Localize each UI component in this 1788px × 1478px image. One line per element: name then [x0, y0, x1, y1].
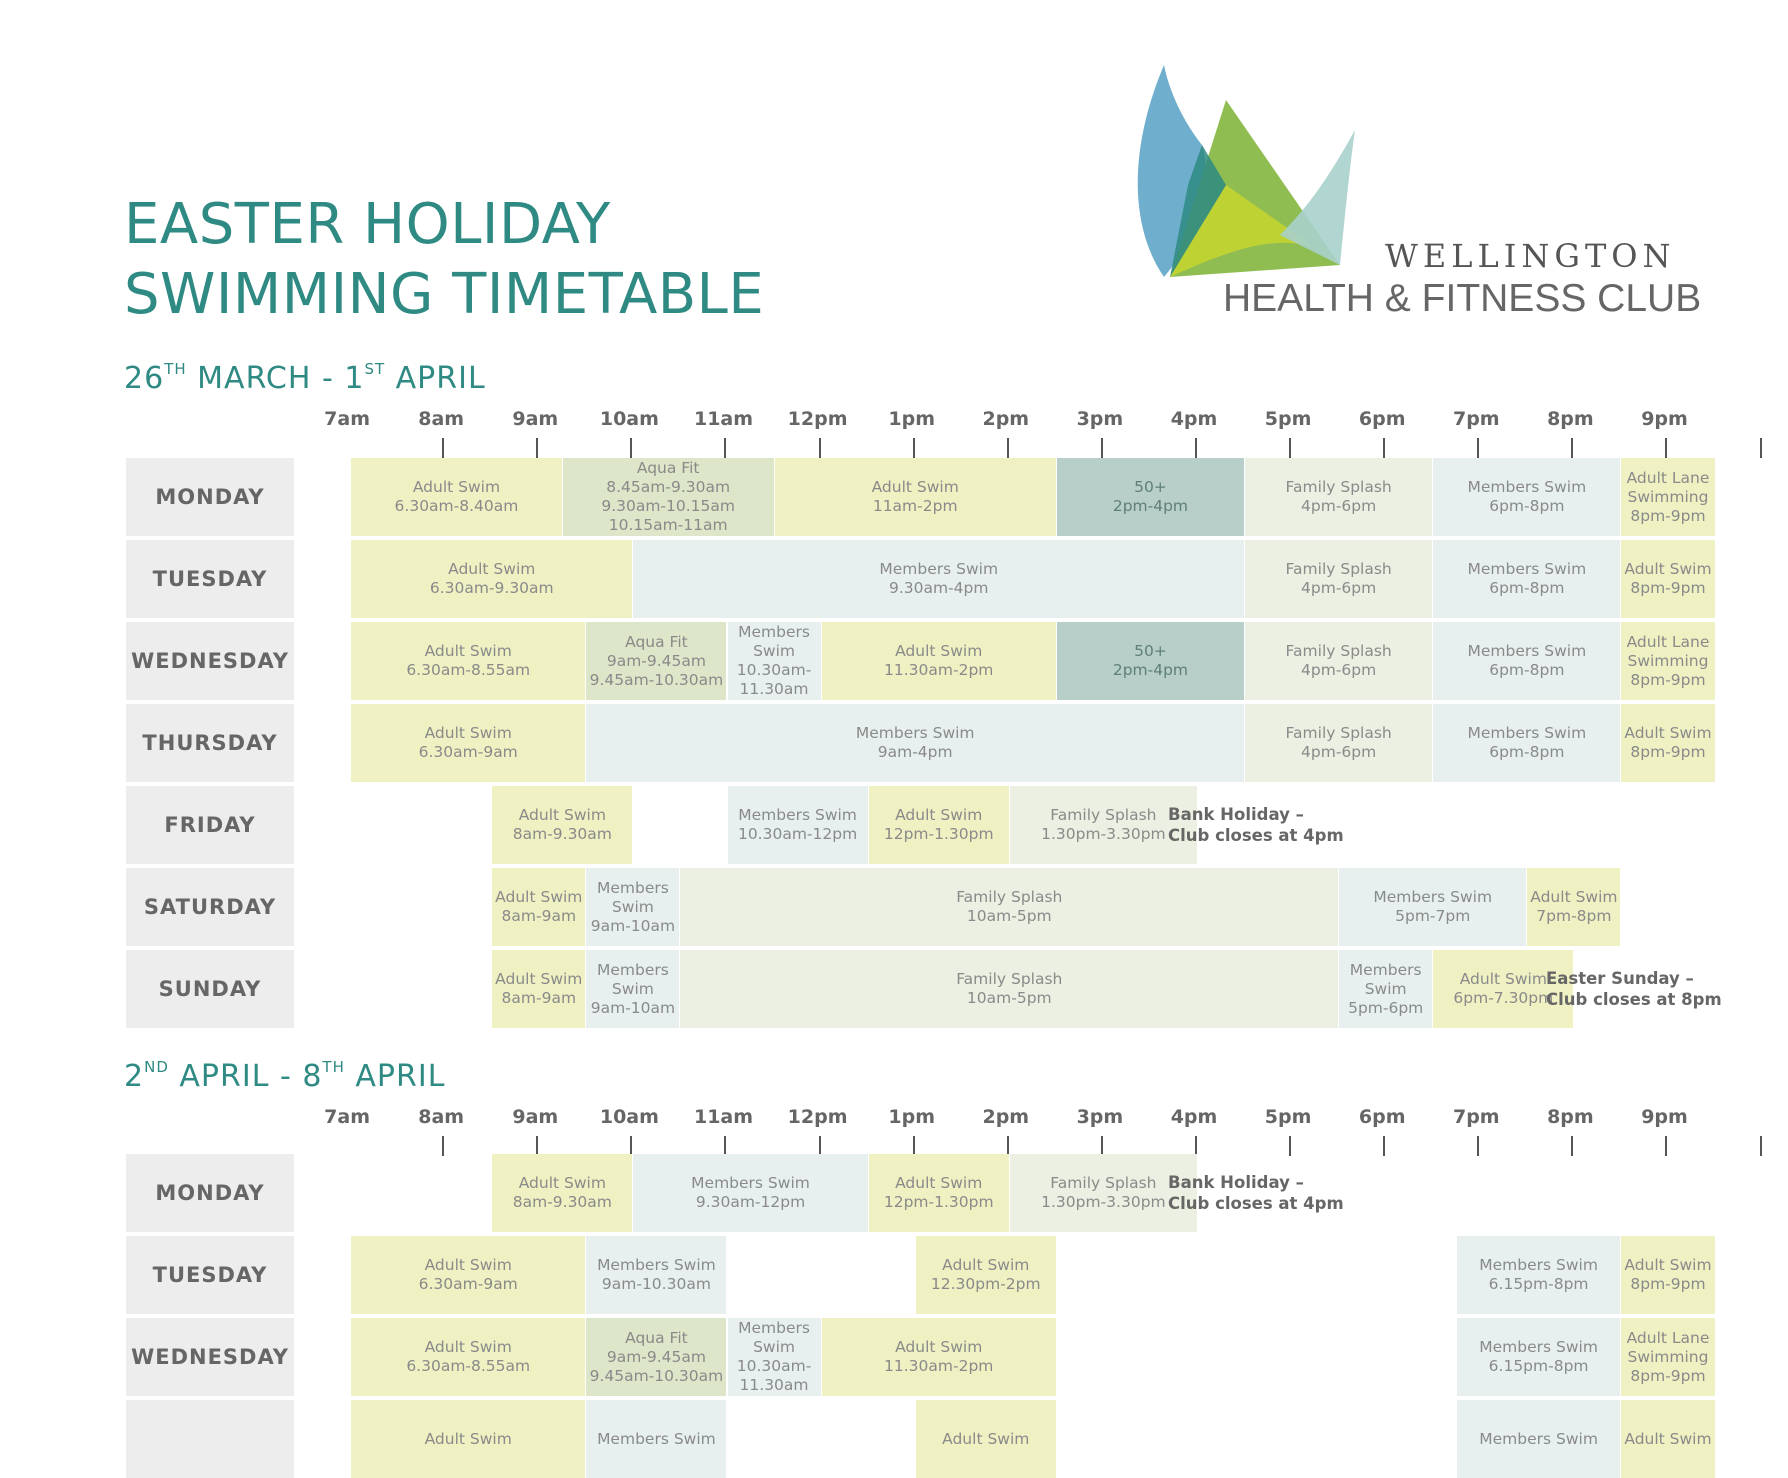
session-text: Adult Swim [495, 970, 583, 988]
hour-label: 7pm [1452, 1106, 1500, 1128]
session-text: Family Splash [1285, 478, 1392, 496]
session-text: 50+ [1134, 478, 1167, 496]
hour-label: 2pm [982, 408, 1030, 430]
session-text: 6pm-8pm [1489, 497, 1565, 515]
section-month: APRIL [344, 1059, 446, 1094]
date-suffix: TH [322, 1058, 345, 1076]
session-text: Adult Lane [1626, 468, 1710, 487]
session-block [728, 1318, 821, 1396]
session-block [492, 868, 585, 946]
session-text: 1.30pm-3.30pm [1041, 1193, 1166, 1211]
section-date: 26 [124, 361, 165, 396]
session-text: Family Splash [1285, 560, 1392, 578]
session-block [586, 622, 726, 700]
page-title [124, 190, 764, 330]
hour-tick [442, 438, 444, 458]
session-text: 5pm-7pm [1395, 907, 1471, 925]
hour-tick [1007, 438, 1009, 458]
date-suffix: ND [144, 1058, 169, 1076]
session-text: Adult Swim [424, 642, 512, 660]
session-text: Adult Swim [424, 724, 512, 742]
session-block [869, 786, 1009, 864]
section-month: APRIL [385, 361, 486, 396]
session-block [586, 704, 1244, 782]
session-text: Swimming [1627, 1347, 1709, 1366]
hour-label: 4pm [1170, 1106, 1218, 1128]
section-date: MARCH - 1 [186, 361, 365, 396]
hour-axis [0, 408, 1788, 458]
session-text: Swim [611, 897, 654, 916]
session-block [822, 622, 1056, 700]
session-text: 9.45am-10.30am [589, 1366, 724, 1385]
session-text: 4pm-6pm [1301, 743, 1377, 761]
hour-tick [1007, 1136, 1009, 1156]
day-label: MONDAY [126, 458, 294, 536]
session-block [351, 704, 585, 782]
session-text: 8am-9.30am [512, 825, 612, 843]
session-text: Members Swim [1479, 1429, 1598, 1448]
session-block [1245, 540, 1432, 618]
session-text: 11.30am [739, 680, 809, 698]
note-line: Club closes at 4pm [1168, 826, 1344, 845]
session-text: Adult Swim [518, 1174, 606, 1192]
hour-label: 9pm [1641, 1106, 1688, 1128]
session-block [1621, 1318, 1714, 1396]
session-text: 9am-9.45am [606, 1347, 706, 1366]
title-line-1: EASTER HOLIDAY [124, 192, 611, 257]
hour-tick [913, 438, 915, 458]
session-text: Members Swim [738, 806, 857, 824]
session-text: 8pm-9pm [1630, 579, 1706, 597]
session-text: Adult Swim [424, 1338, 512, 1356]
session-text: 6.30am-8.40am [394, 497, 519, 515]
session-block [586, 1318, 726, 1396]
session-text: 6pm-8pm [1489, 661, 1565, 679]
note-line: Bank Holiday – [1168, 1173, 1304, 1192]
hour-tick [1195, 1136, 1197, 1156]
hour-tick [536, 438, 538, 458]
section-title-week1 [124, 360, 486, 396]
session-text: 10am-5pm [966, 989, 1052, 1007]
session-block [869, 1154, 1009, 1232]
hour-label: 11am [693, 1106, 754, 1128]
session-block [1457, 1236, 1621, 1314]
hour-label: 9am [512, 408, 559, 430]
session-text: Members Swim [1467, 560, 1587, 578]
logo-wellington: WELLINGTON [1385, 237, 1676, 275]
session-text: 9am-10am [590, 916, 676, 935]
session-text: 6.30am-9.30am [429, 579, 554, 597]
title-line-2: SWIMMING TIMETABLE [124, 262, 765, 327]
session-block [351, 1400, 585, 1478]
session-text: 10.30am- [736, 1357, 812, 1375]
session-text: Swim [611, 979, 654, 998]
session-text: Swimming [1627, 487, 1709, 506]
session-block [728, 786, 868, 864]
session-text: 1.30pm-3.30pm [1041, 825, 1166, 843]
hour-label: 8am [418, 1106, 465, 1128]
hour-label: 5pm [1264, 408, 1312, 430]
hour-tick [1101, 1136, 1103, 1156]
hour-tick [1195, 438, 1197, 458]
session-text: 6.30am-9am [418, 1275, 518, 1293]
session-block [492, 786, 632, 864]
session-text: Adult Swim [1459, 970, 1547, 988]
session-text: Adult Swim [942, 1256, 1030, 1274]
session-block [1433, 704, 1620, 782]
note-line: Bank Holiday – [1168, 805, 1304, 824]
session-text: Members [738, 1319, 810, 1337]
hour-tick [1760, 438, 1762, 458]
hour-label: 12pm [787, 408, 848, 430]
hour-label: 3pm [1076, 1106, 1124, 1128]
session-block [1057, 622, 1244, 700]
hour-tick [1383, 438, 1385, 458]
session-text: Members Swim [879, 560, 999, 578]
club-logo [1130, 55, 1702, 325]
session-text: 5pm-6pm [1348, 998, 1424, 1017]
session-block [1621, 622, 1714, 700]
session-text: 9am-10.30am [601, 1275, 711, 1293]
session-text: Adult Lane [1626, 632, 1710, 651]
session-text: 8am-9am [501, 907, 577, 925]
session-text: Family Splash [1050, 806, 1157, 824]
session-text: Aqua Fit [636, 459, 700, 477]
session-text: 10.30am-12pm [737, 825, 858, 843]
date-suffix: TH [164, 360, 187, 378]
session-text: 11.30am [739, 1376, 809, 1394]
session-text: Adult Swim [871, 478, 959, 496]
session-text: Adult Swim [495, 888, 583, 906]
session-block [492, 1154, 632, 1232]
hour-label: 11am [693, 408, 754, 430]
hour-tick [819, 438, 821, 458]
session-text: Swim [753, 642, 795, 660]
hour-tick [1477, 438, 1479, 458]
session-block [916, 1400, 1056, 1478]
session-text: 4pm-6pm [1301, 497, 1377, 515]
hour-label: 8pm [1547, 408, 1594, 430]
session-text: 11.30am-2pm [884, 1357, 994, 1375]
session-block [680, 950, 1338, 1028]
session-text: Adult Swim [518, 806, 606, 824]
hour-label: 4pm [1170, 408, 1218, 430]
session-text: Aqua Fit [625, 1328, 688, 1347]
session-text: Adult Swim [942, 1429, 1030, 1448]
note-line: Club closes at 4pm [1168, 1194, 1344, 1213]
session-block [633, 540, 1244, 618]
session-text: 8pm-9pm [1630, 506, 1706, 525]
session-text: 4pm-6pm [1301, 579, 1377, 597]
session-text: 9.30am-4pm [888, 579, 989, 597]
session-text: Adult Swim [1624, 560, 1712, 578]
day-label: SUNDAY [126, 950, 294, 1028]
session-block [586, 1400, 726, 1478]
session-text: 10am-5pm [966, 907, 1052, 925]
hour-tick [913, 1136, 915, 1156]
session-block [1457, 1318, 1621, 1396]
session-text: Swim [753, 1338, 795, 1356]
section-title-week2 [124, 1058, 445, 1094]
note-line: Easter Sunday – [1546, 969, 1694, 988]
day-label: TUESDAY [126, 540, 294, 618]
session-text: Family Splash [956, 888, 1063, 906]
session-text: Adult Swim [424, 1429, 512, 1448]
hour-tick [1665, 438, 1667, 458]
session-text: Members Swim [1479, 1256, 1598, 1274]
session-block [1433, 540, 1620, 618]
hour-label: 9pm [1641, 408, 1688, 430]
date-suffix: ST [364, 360, 386, 378]
session-text: 9am-4pm [877, 743, 953, 761]
session-block [1433, 458, 1620, 536]
session-block [351, 1236, 585, 1314]
hour-label: 3pm [1076, 408, 1124, 430]
session-text: 10.30am- [736, 661, 812, 679]
session-text: Swimming [1627, 651, 1709, 670]
session-text: Members [596, 960, 669, 979]
session-text: 9.30am-10.15am [601, 497, 736, 515]
section-date: APRIL - 8 [168, 1059, 323, 1094]
session-text: Adult Swim [412, 478, 501, 496]
session-text: Family Splash [1285, 642, 1392, 660]
session-block [1621, 540, 1714, 618]
note-line: Club closes at 8pm [1546, 990, 1722, 1009]
session-text: Members Swim [1479, 1338, 1598, 1356]
session-text: 10.15am-11am [608, 516, 728, 534]
session-text: 4pm-6pm [1301, 661, 1377, 679]
hour-label: 1pm [888, 408, 935, 430]
closing-note [1168, 804, 1344, 846]
hour-tick [1289, 438, 1291, 458]
session-text: Family Splash [956, 970, 1063, 988]
session-block [1433, 622, 1620, 700]
session-block [822, 1318, 1056, 1396]
hour-tick [536, 1136, 538, 1156]
session-text: 2pm-4pm [1112, 661, 1189, 679]
hour-tick [630, 1136, 632, 1156]
session-text: 8am-9.30am [512, 1193, 612, 1211]
day-label: FRIDAY [126, 786, 294, 864]
session-block [1245, 622, 1432, 700]
session-text: 6pm-8pm [1489, 579, 1565, 597]
section-date: 2 [124, 1059, 145, 1094]
hour-tick [1571, 438, 1573, 458]
session-block [586, 868, 679, 946]
session-text: 12.30pm-2pm [930, 1275, 1041, 1293]
session-block [916, 1236, 1056, 1314]
hour-tick [1101, 438, 1103, 458]
session-text: Adult Swim [1624, 724, 1712, 742]
hour-label: 2pm [982, 1106, 1030, 1128]
session-block [633, 1154, 867, 1232]
session-text: 6pm-7.30pm [1453, 989, 1554, 1007]
hour-label: 7am [324, 408, 371, 430]
session-block [351, 622, 585, 700]
hour-tick [1571, 1136, 1573, 1156]
hour-tick [1477, 1136, 1479, 1156]
session-block [728, 622, 821, 700]
hour-label: 12pm [787, 1106, 848, 1128]
day-label: MONDAY [126, 1154, 294, 1232]
session-text: Adult Swim [895, 806, 983, 824]
session-block [1527, 868, 1620, 946]
session-text: 8.45am-9.30am [606, 478, 731, 496]
session-text: 11am-2pm [872, 497, 958, 515]
hour-label: 10am [599, 408, 659, 430]
session-text: 12pm-1.30pm [883, 1193, 994, 1211]
session-block [1621, 1400, 1714, 1478]
session-text: 6.15pm-8pm [1488, 1275, 1589, 1293]
session-text: Adult Swim [1624, 1256, 1712, 1274]
session-text: Adult Lane [1626, 1328, 1710, 1347]
session-block [1339, 950, 1432, 1028]
hour-axis [0, 1106, 1788, 1156]
hour-tick [1383, 1136, 1385, 1156]
session-text: 6pm-8pm [1489, 743, 1565, 761]
session-text: 12pm-1.30pm [883, 825, 994, 843]
session-block [586, 950, 679, 1028]
session-text: Swim [1364, 979, 1407, 998]
day-label: WEDNESDAY [126, 622, 294, 700]
hour-label: 8pm [1547, 1106, 1594, 1128]
session-block [351, 458, 562, 536]
sail-logo-icon [1130, 55, 1370, 295]
session-block [1057, 458, 1244, 536]
session-block [1621, 458, 1714, 536]
session-text: 6.30am-8.55am [406, 661, 531, 679]
session-text: Members Swim [1467, 478, 1587, 496]
session-text: 9.30am-12pm [695, 1193, 806, 1211]
hour-label: 10am [599, 1106, 659, 1128]
session-text: Members Swim [1467, 724, 1587, 742]
session-text: 2pm-4pm [1112, 497, 1189, 515]
session-text: Aqua Fit [625, 632, 688, 651]
session-block [680, 868, 1338, 946]
session-text: 8pm-9pm [1630, 1366, 1706, 1385]
session-text: Adult Swim [424, 1256, 512, 1274]
session-block [775, 458, 1056, 536]
session-text: Members Swim [1467, 642, 1587, 660]
session-block [1245, 458, 1432, 536]
session-block [1621, 704, 1714, 782]
session-text: 8am-9am [501, 989, 577, 1007]
hour-label: 6pm [1358, 1106, 1406, 1128]
session-text: Members Swim [691, 1174, 810, 1192]
session-text: Adult Swim [448, 560, 536, 578]
session-text: Members Swim [597, 1256, 716, 1274]
day-label: WEDNESDAY [126, 1318, 294, 1396]
logo-club-name: HEALTH & FITNESS CLUB [1223, 277, 1702, 320]
closing-note [1168, 1172, 1344, 1214]
hour-tick [1665, 1136, 1667, 1156]
session-text: Adult Swim [895, 1174, 983, 1192]
hour-tick [724, 438, 726, 458]
hour-tick [724, 1136, 726, 1156]
session-block [1621, 1236, 1714, 1314]
hour-label: 6pm [1358, 408, 1406, 430]
session-text: 11.30am-2pm [884, 661, 994, 679]
session-text: Members [596, 878, 669, 897]
session-text: 9am-9.45am [606, 651, 706, 670]
session-text: Members [738, 623, 810, 641]
session-text: 6.15pm-8pm [1488, 1357, 1589, 1375]
session-block [351, 540, 632, 618]
session-block [563, 458, 774, 536]
session-block [586, 1236, 726, 1314]
session-text: 9am-10am [590, 998, 676, 1017]
day-label: SATURDAY [126, 868, 294, 946]
session-text: Family Splash [1050, 1174, 1157, 1192]
session-text: Members Swim [1373, 888, 1493, 906]
day-label: TUESDAY [126, 1236, 294, 1314]
session-text: Members [1349, 960, 1422, 979]
session-text: 8pm-9pm [1630, 670, 1706, 689]
hour-tick [1289, 1136, 1291, 1156]
session-text: 6.30am-9am [418, 743, 518, 761]
closing-note [1546, 968, 1722, 1010]
session-text: Adult Swim [1530, 888, 1618, 906]
session-block [492, 950, 585, 1028]
session-block [1457, 1400, 1621, 1478]
session-text: 8pm-9pm [1630, 1275, 1706, 1293]
hour-tick [819, 1136, 821, 1156]
session-block [351, 1318, 585, 1396]
hour-tick [630, 438, 632, 458]
hour-tick [1760, 1136, 1762, 1156]
day-label [126, 1400, 294, 1478]
session-text: 6.30am-8.55am [406, 1357, 531, 1375]
session-text: 9.45am-10.30am [589, 670, 724, 689]
session-block [1339, 868, 1526, 946]
session-text: Adult Swim [1624, 1429, 1712, 1448]
session-text: 50+ [1134, 642, 1167, 660]
hour-label: 1pm [888, 1106, 935, 1128]
session-text: Adult Swim [895, 1338, 983, 1356]
hour-label: 5pm [1264, 1106, 1312, 1128]
hour-tick [442, 1136, 444, 1156]
hour-label: 7am [324, 1106, 371, 1128]
session-text: Family Splash [1285, 724, 1392, 742]
session-text: Members Swim [855, 724, 975, 742]
session-text: 8pm-9pm [1630, 743, 1706, 761]
session-text: Members Swim [597, 1429, 716, 1448]
hour-label: 7pm [1452, 408, 1500, 430]
hour-label: 9am [512, 1106, 559, 1128]
session-text: Adult Swim [895, 642, 983, 660]
day-label: THURSDAY [126, 704, 294, 782]
session-text: 7pm-8pm [1536, 907, 1612, 925]
hour-label: 8am [418, 408, 465, 430]
session-block [1245, 704, 1432, 782]
